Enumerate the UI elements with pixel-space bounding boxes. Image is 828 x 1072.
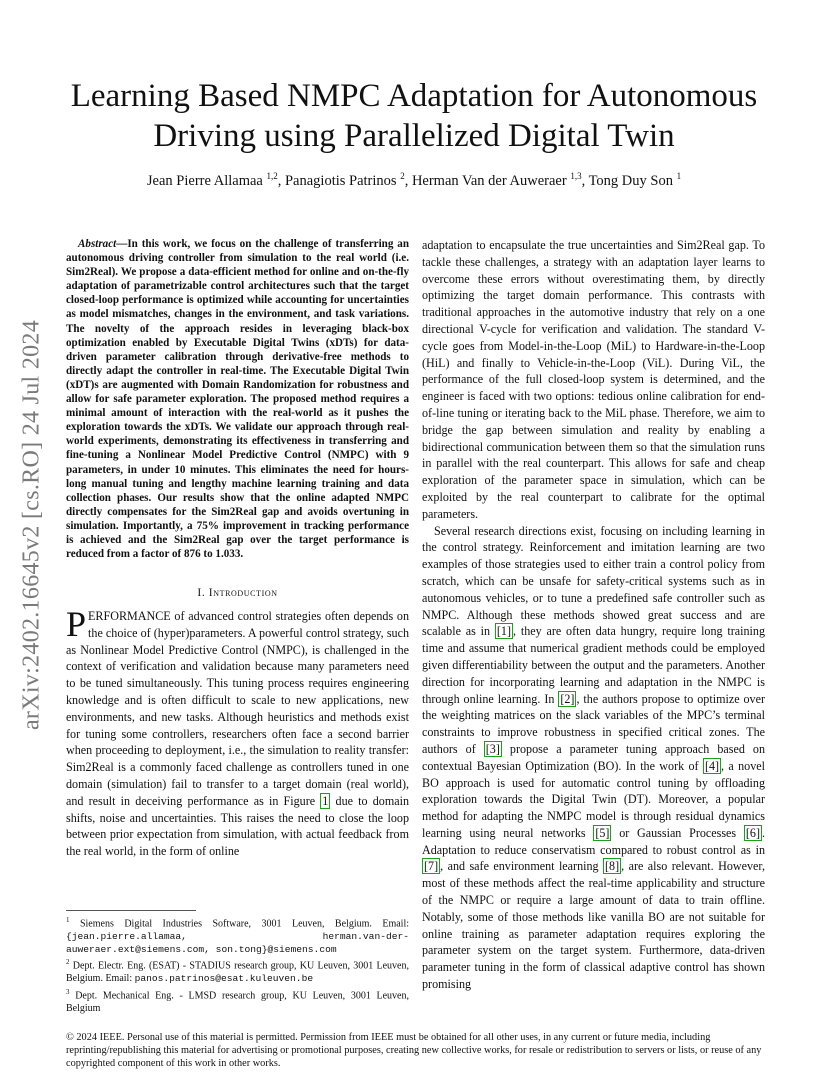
arxiv-id-text: arXiv:2402.16645v2 [cs.RO] 24 Jul 2024 bbox=[18, 319, 45, 731]
paragraph: adaptation to encapsulate the true uncertainties and Sim2Real gap. To tackle these challenges, a strategy with an adaptation layer learns to overcome these errors without overestimating them, by directly optimizing the target domain performance. This contrasts with traditional approaches in the automotive industry that rely on a one directional V-cycle for verification and validation. The standard V-cycle goes from Model-in-the-Loop (MiL) to Hardware-in-the-Loop (HiL) and finally to Vehicle-in-the-Loop (ViL). During ViL, the performance of the full closed-loop system is determined, and the engineer is faced with two options: tedious online calibration for end-of-line tuning or iterating back to the MiL phase. Therefore, we aim to bridge the gap between simulation and reality by enabling a bidirectional communication between them so that the simulation runs in parallel with the real counterpart. This allows for safe and cheap exploration of the parameter space in simulation, which can be exploited by the real counterpart to calibrate for the optimal parameters. bbox=[422, 238, 765, 521]
paragraph: Several research directions exist, focusing on including learning in the control strategy. Reinforcement and imitation learning are two examples of those strategies used to either train a control policy from scratch, which can be unsafe for safety-critical systems such as in autonomous vehicles, or to tune a predefined safe controller such as NMPC. Although these methods showed great success and are scalable as in [1] , they are often data hungry, require long training time and assume that numerical gradient methods could be employed given differentiability between the output and the parameters. Another direction for incorporating learning and adaptation in the NMPC is through online learning. In [2] , the authors propose to optimize over the weighting matrices on the slack variables of the MPC’s terminal constraints to improve robustness in specified critical zones. The authors of [3] propose a parameter tuning approach based on contextual Bayesian Optimization (BO). In the work of [4] , a novel BO approach is used for automatic control tuning by offloading exploration towards the Digital Twin (DT). Moreover, a popular method for adapting the NMPC model is through residual dynamics learning using neural networks [5] or Gaussian Processes [6] . Adaptation to reduce conservatism compared to robust control as in [7] , and safe environment learning [8] , are also relevant. However, most of these methods affect the real-time applicability and structure of the NMPC or require a large amount of data to train offline. Notably, some of those methods like vanilla BO are not suitable for online training as parameter adaptation requires exploring the parameter system on the target system. Furthermore, data-driven parameter tuning in the form of classical adaptive control has shown promising bbox=[422, 523, 766, 992]
abstract: Abstract—In this work, we focus on the challenge of transferring an autonomous driving controller from simulation to the real world (i.e. Sim2Real). We propose a data-efficient method for online and on-the-fly adaptation of parametrizable control architectures such that the target closed-loop performance is optimized while accounting for uncertainties as model mismatches, changes in the environment, and task variations. The novelty of the approach resides in leveraging black-box optimization enabled by Executable Digital Twins (xDTs) for data-driven parameter calibration through derivative-free methods to directly adapt the controller in real-time. The Executable Digital Twin (xDT)s are augmented with Domain Randomization for robustness and allow for safe parameter exploration. The proposed method requires a minimal amount of interaction with the real-world as it pushes the exploration towards the xDTs. We validate our approach through real-world experiments, demonstrating its effectiveness in transferring and fine-tuning a Nonlinear Model Predictive Control (NMPC) with 9 parameters, in under 10 minutes. This eliminates the need for hours-long manual tuning and lengthy machine learning training and data collection phases. Our results show that the online adapted NMPC directly compensates for the Sim2Real gap and avoids overtuning in simulation. Importantly, a 75% improvement in tracking performance is achieved and the Sim2Real gap over the target performance is reduced from a factor of 876 to 1.033. bbox=[66, 238, 409, 561]
arxiv-identifier bbox=[12, 290, 52, 760]
abstract-text: In this work, we focus on the challenge of transferring an autonomous driving controller from simulation to the real world (i.e. Sim2Real). We propose a data-efficient method for online and on-the-fly adaptation of parametrizable control architectures such that the target closed-loop performance is optimized while accounting for uncertainties as model mismatches, changes in the environment, and task variations. The novelty of the approach resides in leveraging black-box optimization enabled by Executable Digital Twins (xDTs) for data-driven parameter calibration through derivative-free methods to directly adapt the controller in real-time. The Executable Digital Twin (xDT)s are augmented with Domain Randomization for robustness and allow for safe parameter exploration. The proposed method requires a minimal amount of interaction with the real-world as it pushes the exploration towards the xDTs. We validate our approach through real-world experiments, demonstrating its effectiveness in transferring and fine-tuning a Nonlinear Model Predictive Control (NMPC) with 9 parameters, in under 10 minutes. This eliminates the need for hours-long manual tuning and lengthy machine learning training and data collection phases. Our results show that the online adapted NMPC directly compensates for the Sim2Real gap and avoids overtuning in simulation. Importantly, a 75% improvement in tracking performance is achieved and the Sim2Real gap over the target performance is reduced from a factor of 876 to 1.033. bbox=[66, 238, 409, 561]
footnote-1: $^1$ Siemens Digital Industries Software, 3001 Leuven, Belgium. Email: {jean.pierre.allamaa, herman.van-der-auweraer.ext@siemens.com, son.tong}@siemens.com bbox=[66, 916, 409, 955]
author: Jean Pierre Allamaa $^{1,2}$, bbox=[146, 171, 285, 189]
citation-link[interactable]: [4] bbox=[704, 758, 720, 773]
citation-link[interactable]: [8] bbox=[605, 859, 620, 874]
footnote-divider bbox=[66, 910, 196, 911]
footnotes bbox=[66, 910, 409, 1015]
copyright-notice: © 2024 IEEE. Personal use of this material is permitted. Permission from IEEE must be obtained for all other uses, in any current or future media, including reprinting/republishing this material for advertising or promotional purposes, creating new collective works, for resale or redistribution to servers or lists, or reuse of any copyrighted component of this work in other works. bbox=[66, 1032, 762, 1069]
drop-cap: P bbox=[66, 603, 87, 644]
citation-link[interactable]: [1] bbox=[496, 624, 511, 639]
author: Panagiotis Patrinos $^2$, bbox=[284, 171, 412, 189]
left-column bbox=[66, 237, 409, 860]
footnote-2: $^2$ Dept. Electr. Eng. (ESAT) - STADIUS research group, KU Leuven, 3001 Leuven, Belgium. Email: panos.patrinos@esat.kuleuven.be bbox=[66, 958, 409, 985]
paper-title: Learning Based NMPC Adaptation for Autonomous Driving using Parallelized Digital Twin bbox=[70, 78, 758, 154]
right-column bbox=[422, 237, 765, 993]
email-1: {jean.pierre.allamaa, herman.van-der-auweraer.ext@siemens.com, son.tong}@siemens.com bbox=[66, 930, 409, 955]
author: Herman Van der Auweraer $^{1,3}$, bbox=[411, 171, 589, 189]
citation-link[interactable]: [5] bbox=[595, 825, 610, 840]
introduction-text: PERFORMANCE of advanced control strategies often depends on the choice of (hyper)parameters. A powerful control strategy, such as Nonlinear Model Predictive Control (NMPC), is challenged in the context of verification and validation because many parameters need to be tuned simultaneously. This tuning process requires engineering knowledge and is often difficult to scale to new applications, new environments, and new tasks. Although heuristics and methods exist for tuning some controllers, researchers often face a second barrier when proceeding to deployment, i.e., the simulation to reality transfer: Sim2Real is a commonly faced challenge as controllers tuned in one domain (simulation) fail to transfer to a target domain (real world), and result in deceiving performance as in Figure 1 due to domain shifts, noise and uncertainties. This raises the need to close the loop between prior expectation from simulation, with actual feedback from the real world, in the form of online bbox=[66, 603, 410, 859]
citation-link[interactable]: [3] bbox=[485, 741, 500, 756]
author: Tong Duy Son $^1$ bbox=[588, 171, 682, 189]
figure-link[interactable]: 1 bbox=[322, 793, 329, 808]
citation-link[interactable]: [6] bbox=[745, 825, 760, 840]
citation-link[interactable]: [2] bbox=[560, 691, 575, 706]
abstract-label: Abstract bbox=[78, 238, 117, 250]
citation-link[interactable]: [7] bbox=[424, 859, 439, 874]
footnote-3: $^3$ Dept. Mechanical Eng. - LMSD research group, KU Leuven, 3001 Leuven, Belgium bbox=[66, 987, 409, 1014]
author-list bbox=[60, 166, 768, 191]
section-heading-introduction: I. Introduction bbox=[197, 587, 278, 600]
email-2: panos.patrinos@esat.kuleuven.be bbox=[134, 973, 314, 985]
lead-word: ERFORMANCE bbox=[88, 608, 171, 623]
